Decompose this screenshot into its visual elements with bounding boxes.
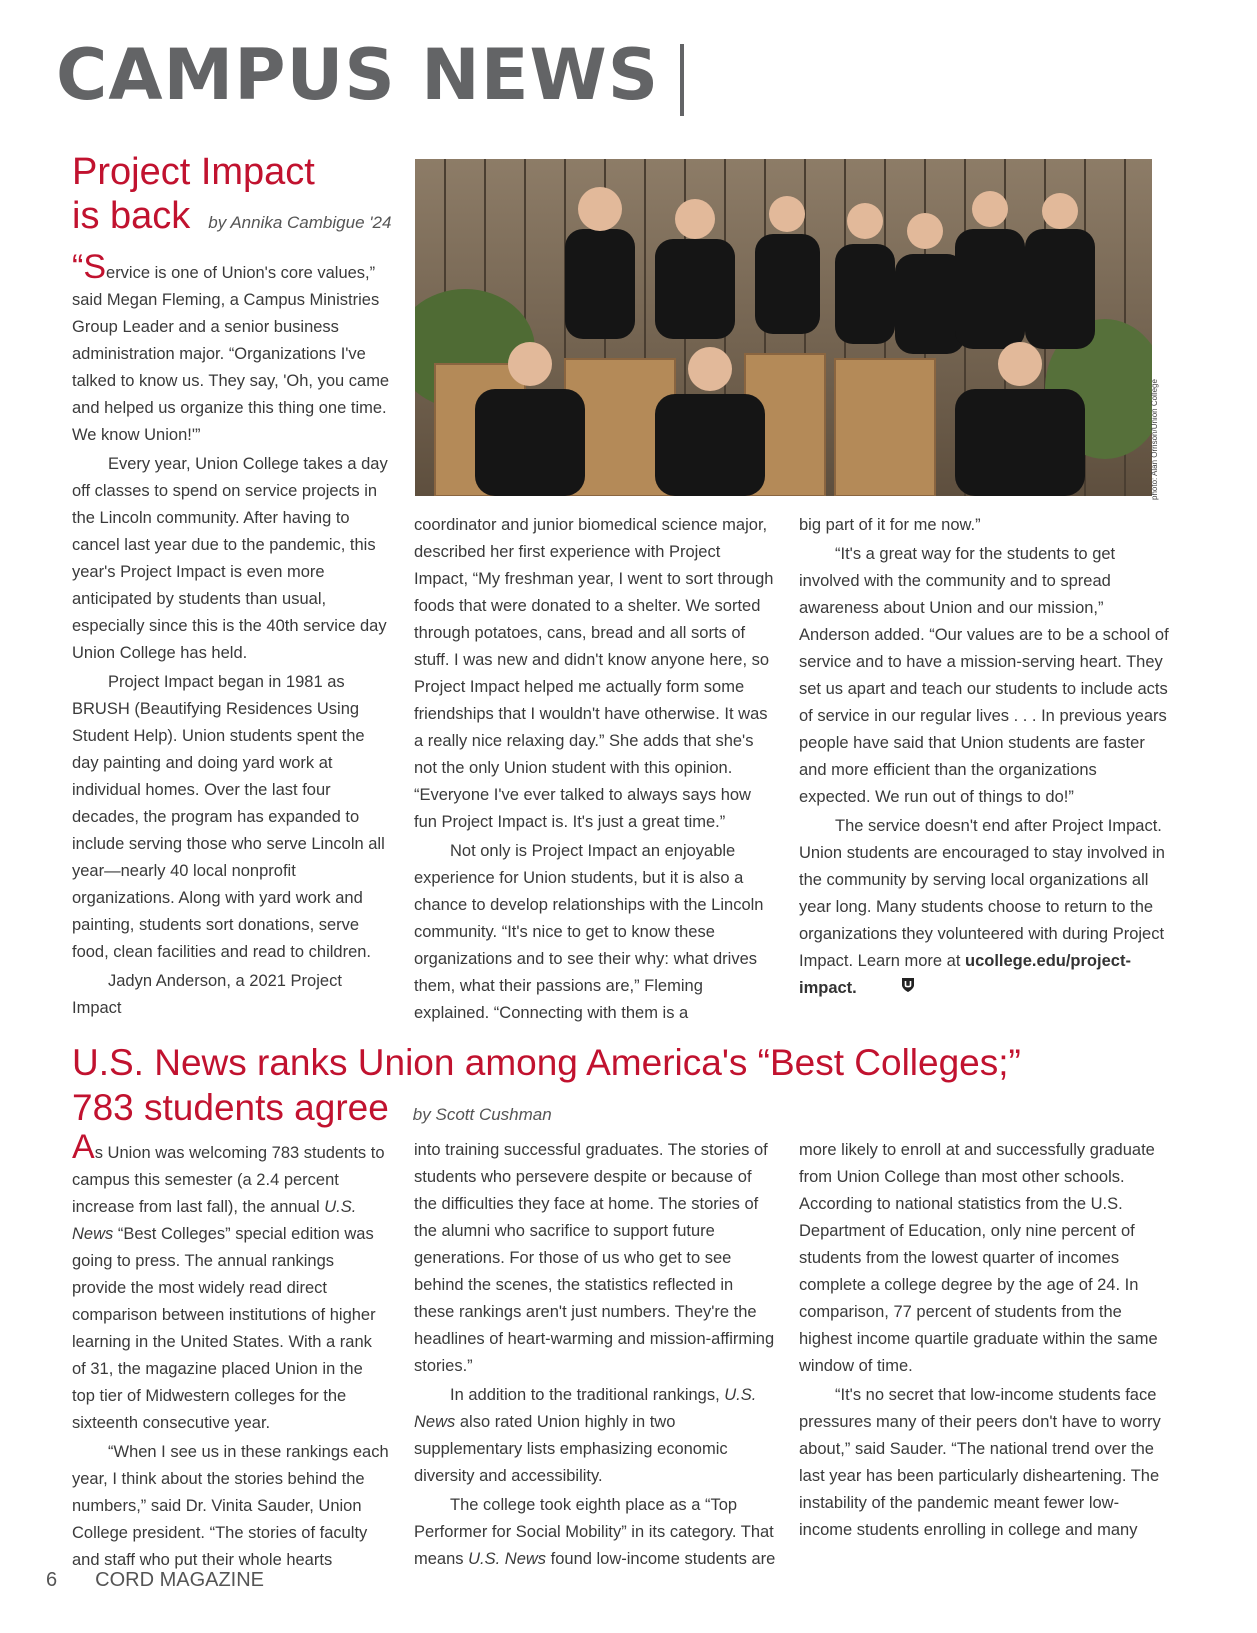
opening-quote-mark: “ bbox=[72, 248, 84, 286]
page-footer bbox=[46, 1569, 264, 1592]
paragraph: into training successful graduates. The stories of students who persevere despite or because of the difficulties they face at home. The stories of the alumni who sacrifice to support future generations. For those of us who get to see behind the scenes, the statistics reflected in these rankings aren't just numbers. They're the headlines of heart-warming and mission-affirming stories.” bbox=[414, 1141, 775, 1375]
paragraph: Not only is Project Impact an enjoyable experience for Union students, but it is also a chance to develop relationships with the Lincoln community. “It's nice to get to know these organizations and to see their why: what drives them, what their passions are,” Fleming explained. “Connecting with them is a bbox=[414, 842, 764, 1022]
article1-title-line2: is back bbox=[72, 195, 191, 237]
page-number: 6 bbox=[46, 1569, 58, 1591]
article2-column-2: into training successful graduates. The stories of students who persevere despite or because of the difficulties they face at home. The stories of the alumni who sacrifice to support future generations. For those of us who get to see behind the scenes, the statistics reflected in these rankings aren't just numbers. They're the headlines of heart-warming and mission-affirming stories.” In addition to the traditional rankings, U.S. News also rated Union highly in two supplementary lists emphasizing economic diversity and accessibility. The college took eighth place as a “Top Performer for Social Mobility” in its category. That means U.S. News found low-income students are bbox=[414, 1137, 776, 1575]
article2-title-line1: U.S. News ranks Union among America's “Best Colleges;” bbox=[72, 1042, 1021, 1083]
paragraph: coordinator and junior biomedical science major, described her first experience with Project Impact, “My freshman year, I went to sort through foods that were donated to a shelter. We sorted through potatoes, cans, bread and all sorts of stuff. I was new and didn't know anyone here, so Project Impact helped me actually form some friendships that I wouldn't have otherwise. It was a really nice relaxing day.” She adds that she's not the only Union student with this opinion. “Everyone I've ever talked to always says how fun Project Impact is. It's just a great time.” bbox=[414, 516, 774, 831]
paragraph: Every year, Union College takes a day off classes to spend on service projects in the Lincoln community. After having to cancel last year due to the pandemic, this year's Project Impact is even more anticipated by students than usual, especially since this is the 40th service day Union College has held. bbox=[72, 455, 388, 662]
union-shield-icon bbox=[865, 975, 915, 1002]
paragraph: “It's no secret that low-income students face pressures many of their peers don't have to worry about,” said Sauder. “The national trend over the last year has been particularly disheartening. The instability of the pandemic meant fewer low-income students enrolling in college and many bbox=[799, 1386, 1161, 1539]
volunteers-group-photo bbox=[415, 159, 1152, 496]
article1-byline: by Annika Cambigue '24 bbox=[208, 213, 392, 232]
paragraph: “It's a great way for the students to get involved with the community and to spread awareness about Union and our mission,” Anderson added. “Our values are to be a school of service and to have a mission-serving heart. They set us apart and teach our students to include acts of service in our regular lives . . . In previous years people have said that Union students are faster and more efficient than the organizations expected. We run out of things to do!” bbox=[799, 545, 1169, 806]
article2-column-1: As Union was welcoming 783 students to campus this semester (a 2.4 percent increase from last fall), the annual U.S. News “Best Colleges” special edition was going to press. The annual rankings provide the most widely read direct comparison between institutions of higher learning in the United States. With a rank of 31, the magazine placed Union in the top tier of Midwestern colleges for the sixteenth consecutive year. “When I see us in these rankings each year, I think about the stories behind the numbers,” said Dr. Vinita Sauder, Union College president. “The stories of faculty and staff who put their whole hearts bbox=[72, 1137, 390, 1576]
drop-cap: S bbox=[83, 248, 107, 286]
article1-column-1: “Service is one of Union's core values,” said Megan Fleming, a Campus Ministries Group Leader and a senior business administration major. “Organizations I've talked to know us. They say, 'Oh, you came and helped us organize this thing one time. We know Union!'” Every year, Union College takes a day off classes to spend on service projects in the Lincoln community. After having to cancel last year due to the pandemic, this year's Project Impact is even more anticipated by students than usual, especially since this is the 40th service day Union College has held. Project Impact began in 1981 as BRUSH (Beautifying Residences Using Student Help). Union students spent the day painting and doing yard work at individual homes. Over the last four decades, the program has expanded to include serving those who serve Lincoln all year—nearly 40 local nonprofit organizations. Along with yard work and painting, students sort donations, serve food, clean facilities and read to children. Jadyn Anderson, a 2021 Project Impact bbox=[72, 257, 390, 1024]
article1-column-3: big part of it for me now.” “It's a great way for the students to get involved with the community and to spread awareness about Union and our mission,” Anderson added. “Our values are to be a school of service and to have a mission-serving heart. They set us apart and teach our students to include acts of service in our regular lives . . . In previous years people have said that Union students are faster and more efficient than the organizations expected. We run out of things to do!” The service doesn't end after Project Impact. Union students are encouraged to stay involved in the community by serving local organizations all year long. Many students choose to return to the organizations they volunteered with during Project Impact. Learn more at ucollege.edu/project-impact. bbox=[799, 512, 1171, 1004]
drop-cap: A bbox=[72, 1128, 95, 1166]
masthead-divider bbox=[680, 44, 684, 116]
paragraph: Project Impact began in 1981 as BRUSH (Beautifying Residences Using Student Help). Union students spent the day painting and doing yard work at individual homes. Over the last four decades, the program has expanded to include serving those who serve Lincoln all year—nearly 40 local nonprofit organizations. Along with yard work and painting, students sort donations, serve food, clean facilities and read to children. bbox=[72, 673, 385, 961]
publication-name: CORD MAGAZINE bbox=[95, 1569, 265, 1591]
paragraph: big part of it for me now.” bbox=[799, 516, 981, 534]
project-impact-link[interactable]: ucollege.edu/project-impact. bbox=[799, 952, 1131, 997]
article1-headline bbox=[72, 150, 391, 245]
article2-byline: by Scott Cushman bbox=[412, 1105, 552, 1124]
article2-title-line2: 783 students agree bbox=[72, 1087, 389, 1128]
article2-headline bbox=[72, 1040, 1172, 1137]
article1-title-line1: Project Impact bbox=[72, 151, 315, 193]
paragraph: Jadyn Anderson, a 2021 Project Impact bbox=[72, 972, 342, 1017]
paragraph: more likely to enroll at and successfully graduate from Union College than most other schools. According to national statistics from the U.S. Department of Education, only nine percent of students from the lowest quarter of incomes complete a college degree by the age of 24. In comparison, 77 percent of students from the highest income quartile graduate within the same window of time. bbox=[799, 1141, 1158, 1375]
section-masthead: CAMPUS NEWS bbox=[56, 34, 660, 116]
group-photo-illustration bbox=[415, 159, 1152, 496]
photo-credit: photo: Alan Orrison/Union College bbox=[1150, 379, 1159, 500]
article2-column-3 bbox=[799, 1137, 1171, 1546]
article1-column-2 bbox=[414, 512, 776, 1029]
paragraph: “When I see us in these rankings each year, I think about the stories behind the numbers,” said Dr. Vinita Sauder, Union College president. “The stories of faculty and staff who put their whole hearts bbox=[72, 1443, 389, 1569]
